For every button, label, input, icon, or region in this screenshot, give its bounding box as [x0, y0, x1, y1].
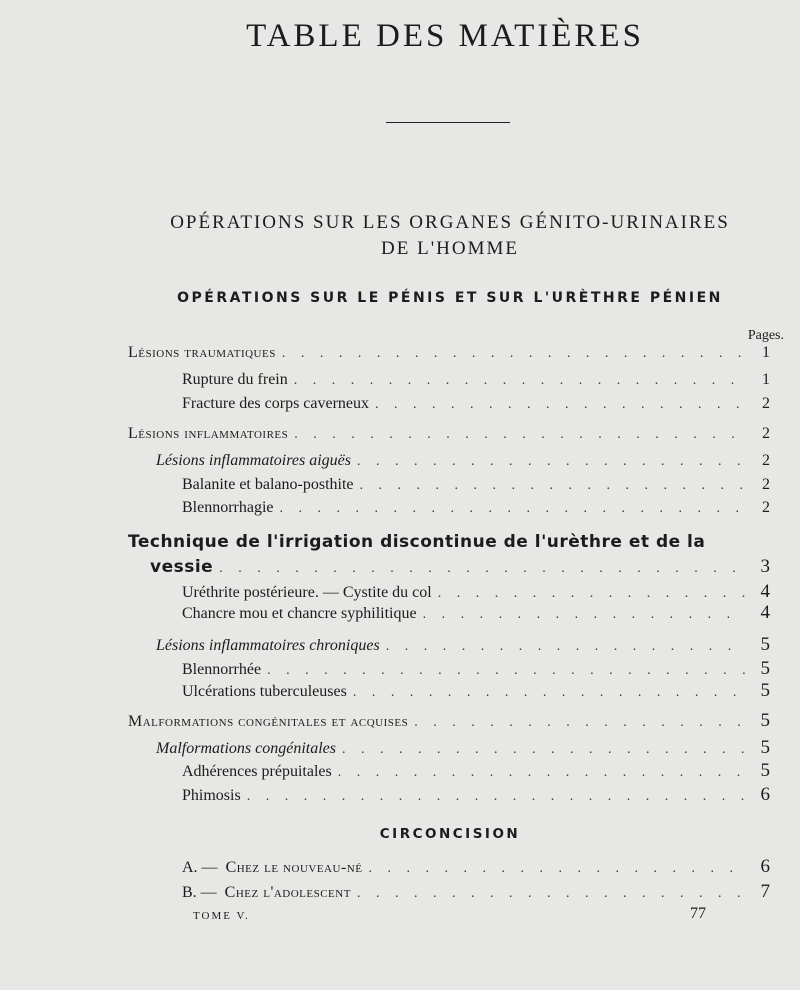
leader-dots: [219, 557, 746, 581]
toc-entry-label: Fracture des corps caverneux: [182, 395, 370, 412]
toc-entry-page: 1: [762, 371, 770, 388]
toc-entry-page: 4: [760, 581, 770, 602]
leader-dots: [282, 342, 746, 366]
toc-entry: [128, 422, 770, 446]
leader-dots: [338, 761, 746, 785]
circoncision-heading: CIRCONCISION: [379, 826, 521, 842]
leader-dots: [423, 603, 746, 627]
toc-entry-label: Rupture du frein: [182, 371, 288, 388]
toc-entry-label: Malformations congénitales: [156, 740, 336, 757]
toc-entry-page: 2: [762, 395, 770, 412]
toc-entry: [156, 633, 770, 657]
toc-entry-page: 2: [762, 425, 770, 442]
toc-entry-label: Ulcérations tuberculeuses: [182, 683, 347, 700]
toc-entry: [182, 679, 770, 703]
subsection-title: OPÉRATIONS SUR LE PÉNIS ET SUR L'URÈTHRE PÉNIEN: [177, 290, 723, 306]
toc-entry-page: 3: [760, 556, 770, 577]
toc-entry-page: 2: [762, 452, 770, 469]
toc-entry-page: 5: [760, 680, 770, 701]
toc-entry: [182, 880, 770, 904]
leader-dots: [353, 681, 746, 705]
page-title: TABLE DES MATIÈRES: [246, 18, 644, 54]
leader-dots: [357, 882, 746, 906]
toc-entry-page: 6: [760, 784, 770, 805]
toc-entry: [128, 709, 770, 733]
leader-dots: [414, 711, 746, 735]
page-number: 77: [690, 905, 706, 922]
section-title-line2: DE L'HOMME: [381, 238, 519, 259]
toc-entry: [156, 449, 770, 473]
toc-entry-label: Lésions inflammatoires: [128, 425, 289, 442]
section-title-line1: OPÉRATIONS SUR LES ORGANES GÉNITO-URINAIRES: [170, 212, 730, 233]
leader-dots: [386, 635, 746, 659]
toc-entry-page: 1: [762, 344, 770, 361]
toc-entry-label: Chez le nouveau-né: [225, 859, 363, 876]
toc-entry-label: Balanite et balano-posthite: [182, 476, 354, 493]
toc-entry-prefix: B. —: [182, 884, 217, 901]
toc-entry-page: 5: [760, 658, 770, 679]
toc-entry-label: Lésions inflammatoires chroniques: [156, 637, 380, 654]
toc-entry: [182, 473, 770, 497]
toc-entry-page: 2: [762, 499, 770, 516]
leader-dots: [357, 450, 746, 474]
toc-entry-page: 7: [760, 881, 770, 902]
leader-dots: [375, 393, 746, 417]
volume-label: TOME V.: [193, 910, 250, 922]
toc-entry-page: 4: [760, 602, 770, 623]
toc-entry: [182, 657, 770, 681]
toc-entry: [156, 736, 770, 760]
title-rule: [386, 122, 510, 123]
toc-entry-page: 5: [760, 634, 770, 655]
toc-entry-label: Uréthrite postérieure. — Cystite du col: [182, 584, 432, 601]
toc-entry: [182, 496, 770, 520]
toc-entry: [182, 601, 770, 625]
toc-entry-label: Chez l'adolescent: [224, 884, 351, 901]
toc-entry-label: Lésions inflammatoires aiguës: [156, 452, 351, 469]
toc-entry-label: Chancre mou et chancre syphilitique: [182, 605, 417, 622]
toc-entry: [150, 555, 770, 579]
toc-entry-prefix: A. —: [182, 859, 218, 876]
leader-dots: [247, 785, 746, 809]
leader-dots: [360, 474, 747, 498]
toc-entry-label: Phimosis: [182, 787, 241, 804]
toc-entry: [128, 341, 770, 365]
toc-entry-label: vessie: [150, 557, 214, 577]
toc-entry-label: Malformations congénitales et acquises: [128, 713, 409, 730]
toc-entry-page: 5: [760, 710, 770, 731]
leader-dots: [294, 369, 746, 393]
toc-entry: [182, 759, 770, 783]
toc-entry-page: 5: [760, 760, 770, 781]
pages-column-label: Pages.: [747, 328, 784, 343]
leader-dots: [280, 497, 746, 521]
toc-entry-label: Blennorrhée: [182, 661, 262, 678]
toc-entry-bold-line1: [128, 530, 770, 554]
toc-entry: [182, 392, 770, 416]
toc-entry-page: 6: [760, 856, 770, 877]
leader-dots: [368, 857, 746, 881]
toc-entry-page: 5: [760, 737, 770, 758]
toc-entry-label: Blennorrhagie: [182, 499, 274, 516]
toc-entry-label: Adhérences prépuitales: [182, 763, 332, 780]
toc-entry: [182, 368, 770, 392]
toc-entry-label: Technique de l'irrigation discontinue de l'urèthre et de la: [128, 532, 706, 552]
toc-entry: [182, 855, 770, 879]
leader-dots: [294, 423, 746, 447]
toc-entry: [182, 783, 770, 807]
toc-entry-page: 2: [762, 476, 770, 493]
toc-entry-label: Lésions traumatiques: [128, 344, 276, 361]
